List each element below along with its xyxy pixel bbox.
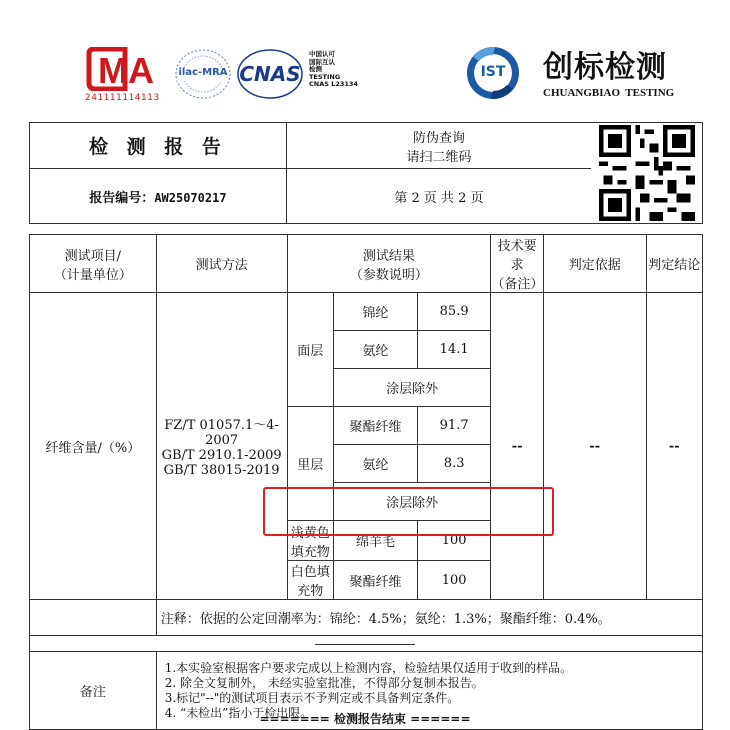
svg-text:MA: MA [98,50,154,91]
results-table [29,234,703,730]
item-name: 纤维含量/（%） [30,293,157,600]
fiber-value: 100 [417,521,490,561]
basis-value: -- [543,293,646,600]
fiber-name: 锦纶 [334,293,418,331]
fiber-name: 氨纶 [334,331,418,369]
cma-number: 241111114113 [85,93,160,103]
qr-code-cell [591,123,702,224]
header-result: 测试结果 （参数说明） [287,235,491,293]
fiber-value: 85.9 [417,293,490,331]
header-method: 测试方法 [156,235,287,293]
brand-name-en: CHUANGBIAO TESTING [543,87,675,99]
report-title: 检 测 报 告 [30,123,287,169]
remarks-label: 备注 [30,652,157,730]
coating-note: 涂层除外 [334,483,491,521]
anti-fake-info: 防伪查询 请扫二维码 [286,123,591,169]
test-methods: FZ/T 01057.1～4-2007 GB/T 2910.1-2009 GB/T 38015-2019 [156,293,287,600]
report-number: 报告编号：AW25070217 [30,169,287,224]
requirement-value: -- [491,293,544,600]
group-face: 面层 [287,293,334,407]
fiber-value: 14.1 [417,331,490,369]
remarks-content: 1.本实验室根据客户要求完成以上检测内容，检验结果仅适用于收到的样品。 2. 除全文复制外， 未经实验室批准，不得部分复制本报告。 3.标记"--"的测试项目表示不予判定或不具备判定条件。 4. “未检出”指小于检出限。 [156,652,702,730]
fiber-name: 氨纶 [334,445,418,483]
fiber-name: 聚酯纤维 [334,561,418,600]
fiber-value: 8.3 [417,445,490,483]
conclusion-value: -- [646,293,702,600]
cnas-logo [237,49,303,99]
group-white-filling: 白色填 充物 [287,561,334,600]
header-conclusion: 判定结论 [646,235,702,293]
cnas-info: 中国认可 国际互认 检测 TESTING CNAS L23134 [309,50,358,88]
fiber-name: 绵羊毛 [334,521,418,561]
logo-bar [85,45,695,110]
header-item: 测试项目/ （计量单位） [30,235,157,293]
ist-logo [465,45,521,101]
page-info: 第 2 页 共 2 页 [286,169,591,224]
brand-name [543,51,703,99]
cnas-text: CNAS [239,62,301,86]
footnote: 注释：依据的公定回潮率为：锦纶：4.5%；氨纶：1.3%；聚酯纤维：0.4%。 [156,600,702,636]
fiber-value: 91.7 [417,407,490,445]
qr-code-image[interactable] [599,125,695,221]
report-end-text: ======= 检测报告结束 ====== [259,712,471,726]
report-header-table [29,122,703,224]
header-requirement: 技术要求 （备注） [491,235,544,293]
ilac-mra-logo [175,49,231,99]
empty-cell [30,600,157,636]
fiber-name: 聚酯纤维 [334,407,418,445]
brand-name-cn: 创标检测 [543,50,667,85]
ist-text: IST [480,64,506,80]
fiber-value: 100 [417,561,490,600]
coating-note: 涂层除外 [334,369,491,407]
group-lining: 里层 [287,407,334,521]
highlight-box [263,487,554,536]
separator-row [30,636,703,652]
cma-logo [85,47,167,102]
ilac-mra-text: ilac-MRA [178,67,228,78]
header-basis: 判定依据 [543,235,646,293]
group-yellow-filling: 浅黄色 填充物 [287,521,334,561]
